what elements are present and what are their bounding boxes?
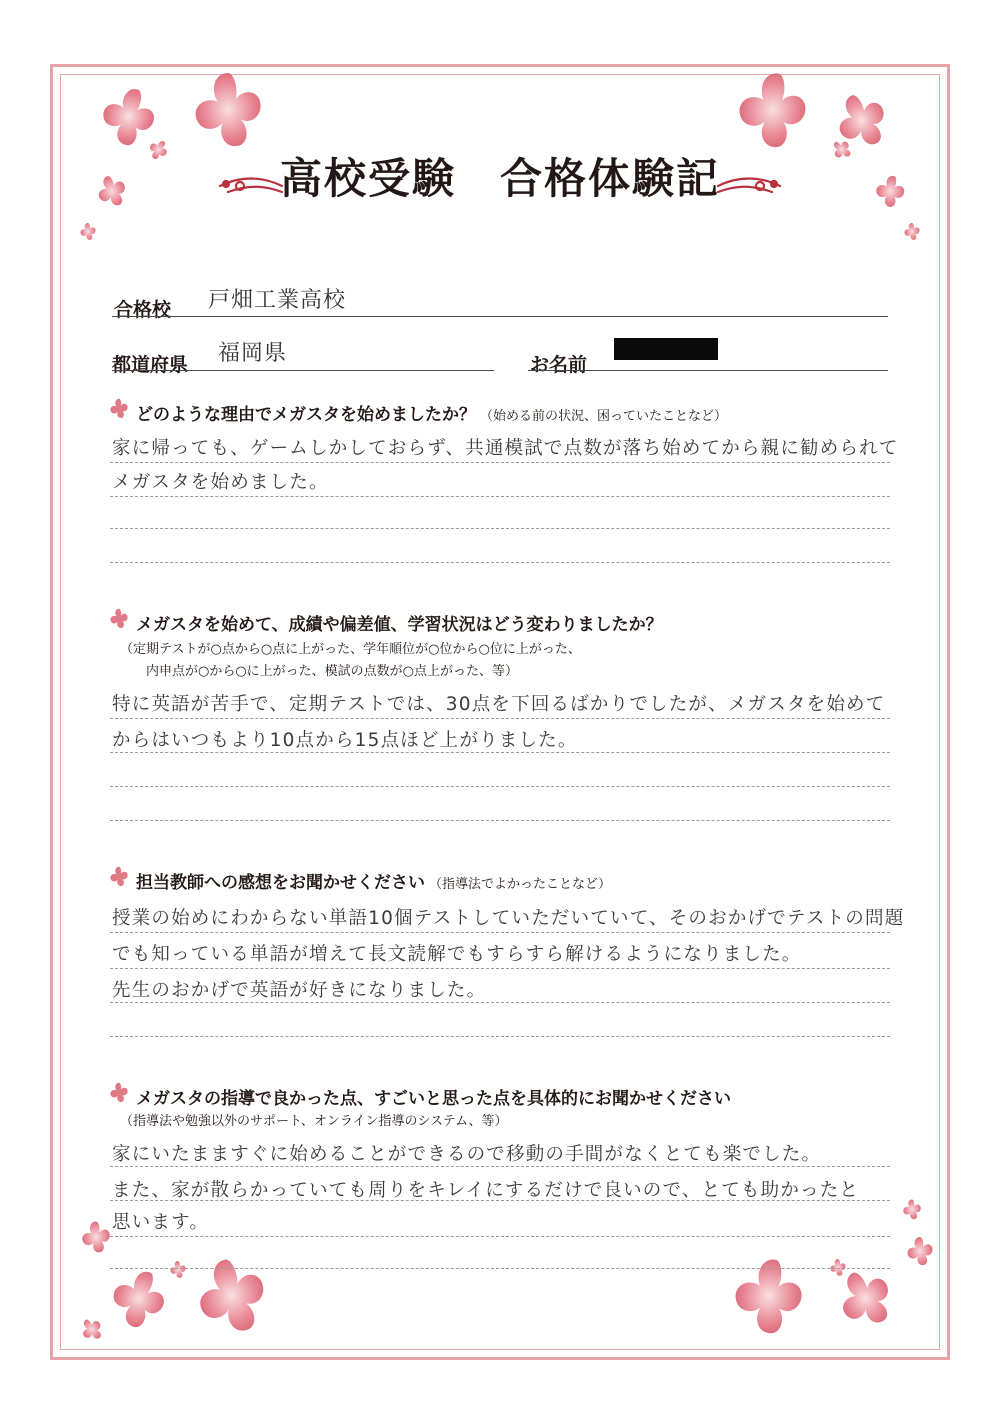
redacted-name: [614, 338, 718, 360]
school-underline: [112, 316, 888, 317]
ruled-line: [110, 1036, 890, 1037]
question-4-heading: メガスタの指導で良かった点、すごいと思った点を具体的にお聞かせください: [136, 1089, 731, 1109]
prefecture-underline: [112, 370, 494, 371]
question-2-heading: メガスタを始めて、成績や偏差値、学習状況はどう変わりましたか？: [136, 615, 663, 635]
sakura-bullet-icon: [108, 866, 130, 888]
answer-3-line-1: 授業の始めにわからない単語10個テストしていただいていて、そのおかげでテストの問題: [112, 908, 905, 929]
ruled-line: [110, 968, 890, 969]
name-label: お名前: [530, 354, 588, 376]
answer-2-line-2: からはいつもより10点から15点ほど上がりました。: [112, 730, 578, 751]
ruled-line: [110, 752, 890, 753]
question-1-heading: どのような理由でメガスタを始めましたか？ （始める前の状況、困っていたことなど）: [136, 405, 728, 425]
answer-3-line-2: でも知っている単語が増えて長文読解でもすらすら解けるようになりました。: [112, 944, 802, 965]
sakura-bullet-icon: [108, 1082, 130, 1104]
sakura-bullet-icon: [108, 398, 130, 420]
ruled-line: [110, 820, 890, 821]
ruled-line: [110, 786, 890, 787]
answer-4-line-3: 思います。: [112, 1212, 210, 1233]
answer-3-line-3: 先生のおかげで英語が好きになりました。: [112, 980, 487, 1001]
answer-4-line-1: 家にいたまますぐに始めることができるので移動の手間がなくとても楽でした。: [112, 1144, 822, 1165]
ruled-line: [110, 1166, 890, 1167]
ruled-line: [110, 1236, 890, 1237]
page-title: 高校受験 合格体験記: [279, 154, 720, 203]
school-value: 戸畑工業高校: [208, 288, 347, 313]
question-2-note-1: （定期テストが○点から○点に上がった、学年順位が○位から○位に上がった、: [120, 642, 581, 657]
ruled-line: [110, 1268, 890, 1269]
ruled-line: [110, 496, 890, 497]
ruled-line: [110, 528, 890, 529]
prefecture-label: 都道府県: [112, 354, 189, 376]
sakura-bullet-icon: [108, 608, 130, 630]
school-label: 合格校: [114, 299, 172, 321]
ruled-line: [110, 718, 890, 719]
ruled-line: [110, 932, 890, 933]
answer-1-line-2: メガスタを始めました。: [112, 472, 329, 493]
ruled-line: [110, 462, 890, 463]
answer-1-line-1: 家に帰っても、ゲームしかしておらず、共通模試で点数が落ち始めてから親に勧められて: [112, 438, 899, 459]
ruled-line: [110, 1200, 890, 1201]
question-3-heading: 担当教師への感想をお聞かせください （指導法でよかったことなど）: [136, 873, 612, 893]
name-underline: [528, 370, 888, 371]
question-2-note-2: 内申点が○から○に上がった、模試の点数が○点上がった、等）: [146, 664, 519, 679]
answer-2-line-1: 特に英語が苦手で、定期テストでは、30点を下回るばかりでしたが、メガスタを始めて: [112, 694, 886, 715]
ruled-line: [110, 562, 890, 563]
ruled-line: [110, 1002, 890, 1003]
question-4-note-1: （指導法や勉強以外のサポート、オンライン指導のシステム、等）: [120, 1114, 508, 1129]
answer-4-line-2: また、家が散らかっていても周りをキレイにするだけで良いので、とても助かったと: [112, 1180, 860, 1201]
prefecture-value: 福岡県: [218, 341, 288, 366]
